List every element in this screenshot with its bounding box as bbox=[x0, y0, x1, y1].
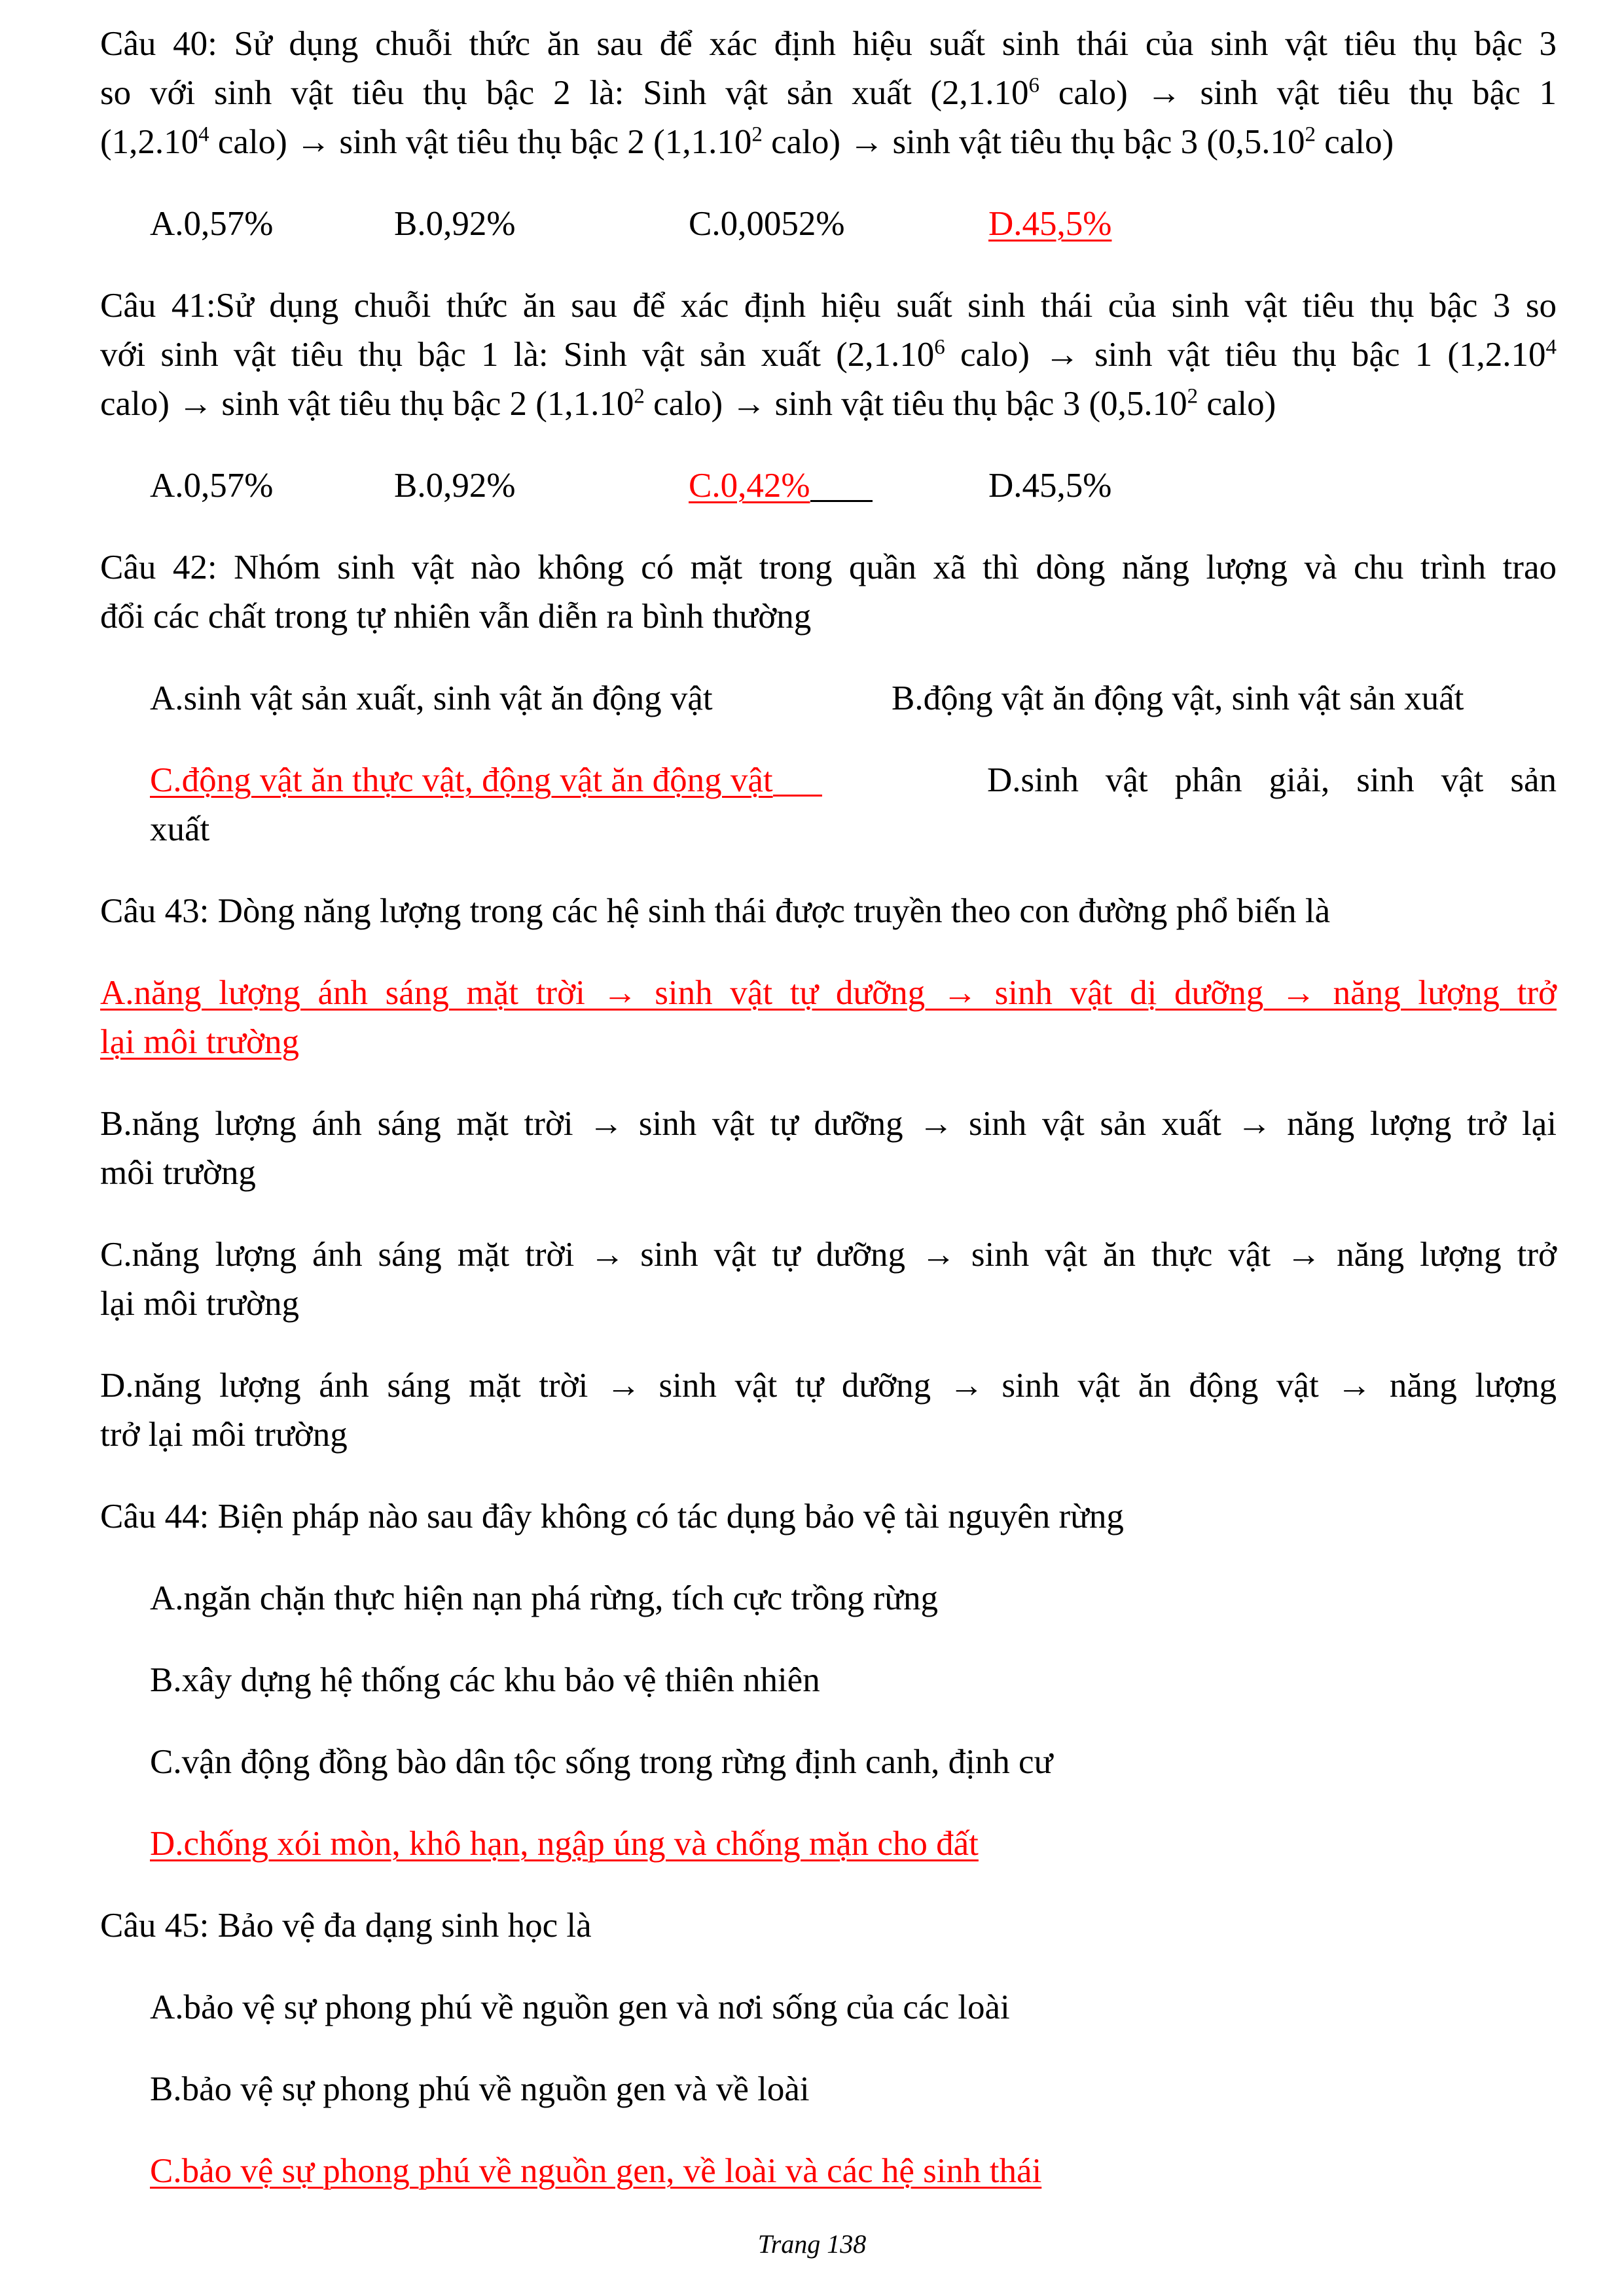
options-row bbox=[100, 674, 1557, 723]
question-text: Câu 41:Sử dụng chuỗi thức ăn sau để xác định hiệu suất sinh thái của sinh vật tiêu thụ bậc 3 so bbox=[100, 287, 1557, 325]
options-row bbox=[100, 200, 1557, 249]
option-a: A.bảo vệ sự phong phú về nguồn gen và nơi sống của các loài bbox=[150, 1988, 1010, 2026]
option-c-wrapper bbox=[689, 461, 988, 511]
option-d: D.năng lượng ánh sáng mặt trời → sinh vật tự dưỡng → sinh vật ăn động vật → năng lượng bbox=[100, 1367, 1557, 1405]
question-45 bbox=[100, 1901, 1557, 2196]
option-d-continued: xuất bbox=[150, 810, 210, 848]
options-row bbox=[100, 461, 1557, 511]
option-b: B.năng lượng ánh sáng mặt trời → sinh vật tự dưỡng → sinh vật sản xuất → năng lượng trở lại bbox=[100, 1105, 1557, 1143]
question-text: Câu 43: Dòng năng lượng trong các hệ sinh thái được truyền theo con đường phổ biến là bbox=[100, 892, 1331, 930]
question-text: đổi các chất trong tự nhiên vẫn diễn ra bình thường bbox=[100, 598, 812, 636]
question-text: (1,2.10$^4$ calo) → sinh vật tiêu thụ bậc 2 (1,1.10$^2$ calo) → sinh vật tiêu thụ bậc 3 (0,5.10$^2$ calo) bbox=[100, 122, 1394, 161]
document-page bbox=[100, 20, 1557, 2196]
option-c-correct-answer: C.động vật ăn thực vật, động vật ăn động vật bbox=[150, 761, 773, 799]
option-a: A.0,57% bbox=[150, 205, 274, 243]
option-a: A.sinh vật sản xuất, sinh vật ăn động vật bbox=[150, 679, 713, 717]
option-b: B.0,92% bbox=[394, 205, 516, 243]
question-42 bbox=[100, 543, 1557, 854]
option-d-correct-answer: D.45,5% bbox=[988, 205, 1112, 243]
option-c-continued: lại môi trường bbox=[100, 1285, 300, 1323]
question-text: calo) → sinh vật tiêu thụ bậc 2 (1,1.10$^2$ calo) → sinh vật tiêu thụ bậc 3 (0,5.10$^2$ calo) bbox=[100, 384, 1276, 423]
question-44 bbox=[100, 1492, 1557, 1869]
option-d: D.45,5% bbox=[988, 467, 1112, 505]
option-c: C.năng lượng ánh sáng mặt trời → sinh vật tự dưỡng → sinh vật ăn thực vật → năng lượng trở bbox=[100, 1236, 1557, 1274]
option-c: C.vận động đồng bào dân tộc sống trong rừng định canh, định cư bbox=[150, 1743, 1053, 1781]
option-a-continued: lại môi trường bbox=[100, 1023, 300, 1061]
question-40 bbox=[100, 20, 1557, 249]
option-b: B.bảo vệ sự phong phú về nguồn gen và về loài bbox=[150, 2070, 810, 2108]
question-text: Câu 44: Biện pháp nào sau đây không có tác dụng bảo vệ tài nguyên rừng bbox=[100, 1498, 1124, 1535]
option-b: B.xây dựng hệ thống các khu bảo vệ thiên nhiên bbox=[150, 1661, 820, 1699]
question-text: Câu 42: Nhóm sinh vật nào không có mặt trong quần xã thì dòng năng lượng và chu trình trao bbox=[100, 548, 1557, 586]
question-41 bbox=[100, 281, 1557, 511]
page-number: Trang 138 bbox=[757, 2229, 867, 2259]
options-row bbox=[100, 756, 1557, 805]
option-a: A.0,57% bbox=[150, 467, 274, 505]
option-d-correct-answer: D.chống xói mòn, khô hạn, ngập úng và chống mặn cho đất bbox=[150, 1825, 979, 1863]
question-text: Câu 40: Sử dụng chuỗi thức ăn sau để xác định hiệu suất sinh thái của sinh vật tiêu thụ bậc 3 bbox=[100, 25, 1557, 63]
option-c: C.0,0052% bbox=[689, 205, 845, 243]
underline-blank bbox=[810, 499, 873, 502]
question-text: Câu 45: Bảo vệ đa dạng sinh học là bbox=[100, 1907, 592, 1945]
option-a-correct-answer: A.năng lượng ánh sáng mặt trời → sinh vật tự dưỡng → sinh vật dị dưỡng → năng lượng trở bbox=[100, 974, 1557, 1012]
option-b-continued: môi trường bbox=[100, 1154, 256, 1192]
underline-blank bbox=[773, 794, 822, 797]
option-b: B.động vật ăn động vật, sinh vật sản xuất bbox=[892, 679, 1464, 717]
option-c-correct-answer: C.0,42% bbox=[689, 467, 810, 505]
option-d-continued: trở lại môi trường bbox=[100, 1416, 348, 1454]
option-a: A.ngăn chặn thực hiện nạn phá rừng, tích cực trồng rừng bbox=[150, 1579, 938, 1617]
option-b: B.0,92% bbox=[394, 467, 516, 505]
question-text: với sinh vật tiêu thụ bậc 1 là: Sinh vật sản xuất (2,1.10$^6$ calo) → sinh vật tiêu thụ bậc 1 (1,2.10$^4$ bbox=[100, 335, 1557, 374]
option-c-wrapper bbox=[150, 756, 822, 805]
question-43 bbox=[100, 887, 1557, 1460]
question-text: so với sinh vật tiêu thụ bậc 2 là: Sinh vật sản xuất (2,1.10$^6$ calo) → sinh vật tiêu thụ bậc 1 bbox=[100, 73, 1557, 112]
option-c-correct-answer: C.bảo vệ sự phong phú về nguồn gen, về loài và các hệ sinh thái bbox=[150, 2152, 1042, 2190]
option-d: D.sinh vật phân giải, sinh vật sản bbox=[987, 761, 1557, 799]
